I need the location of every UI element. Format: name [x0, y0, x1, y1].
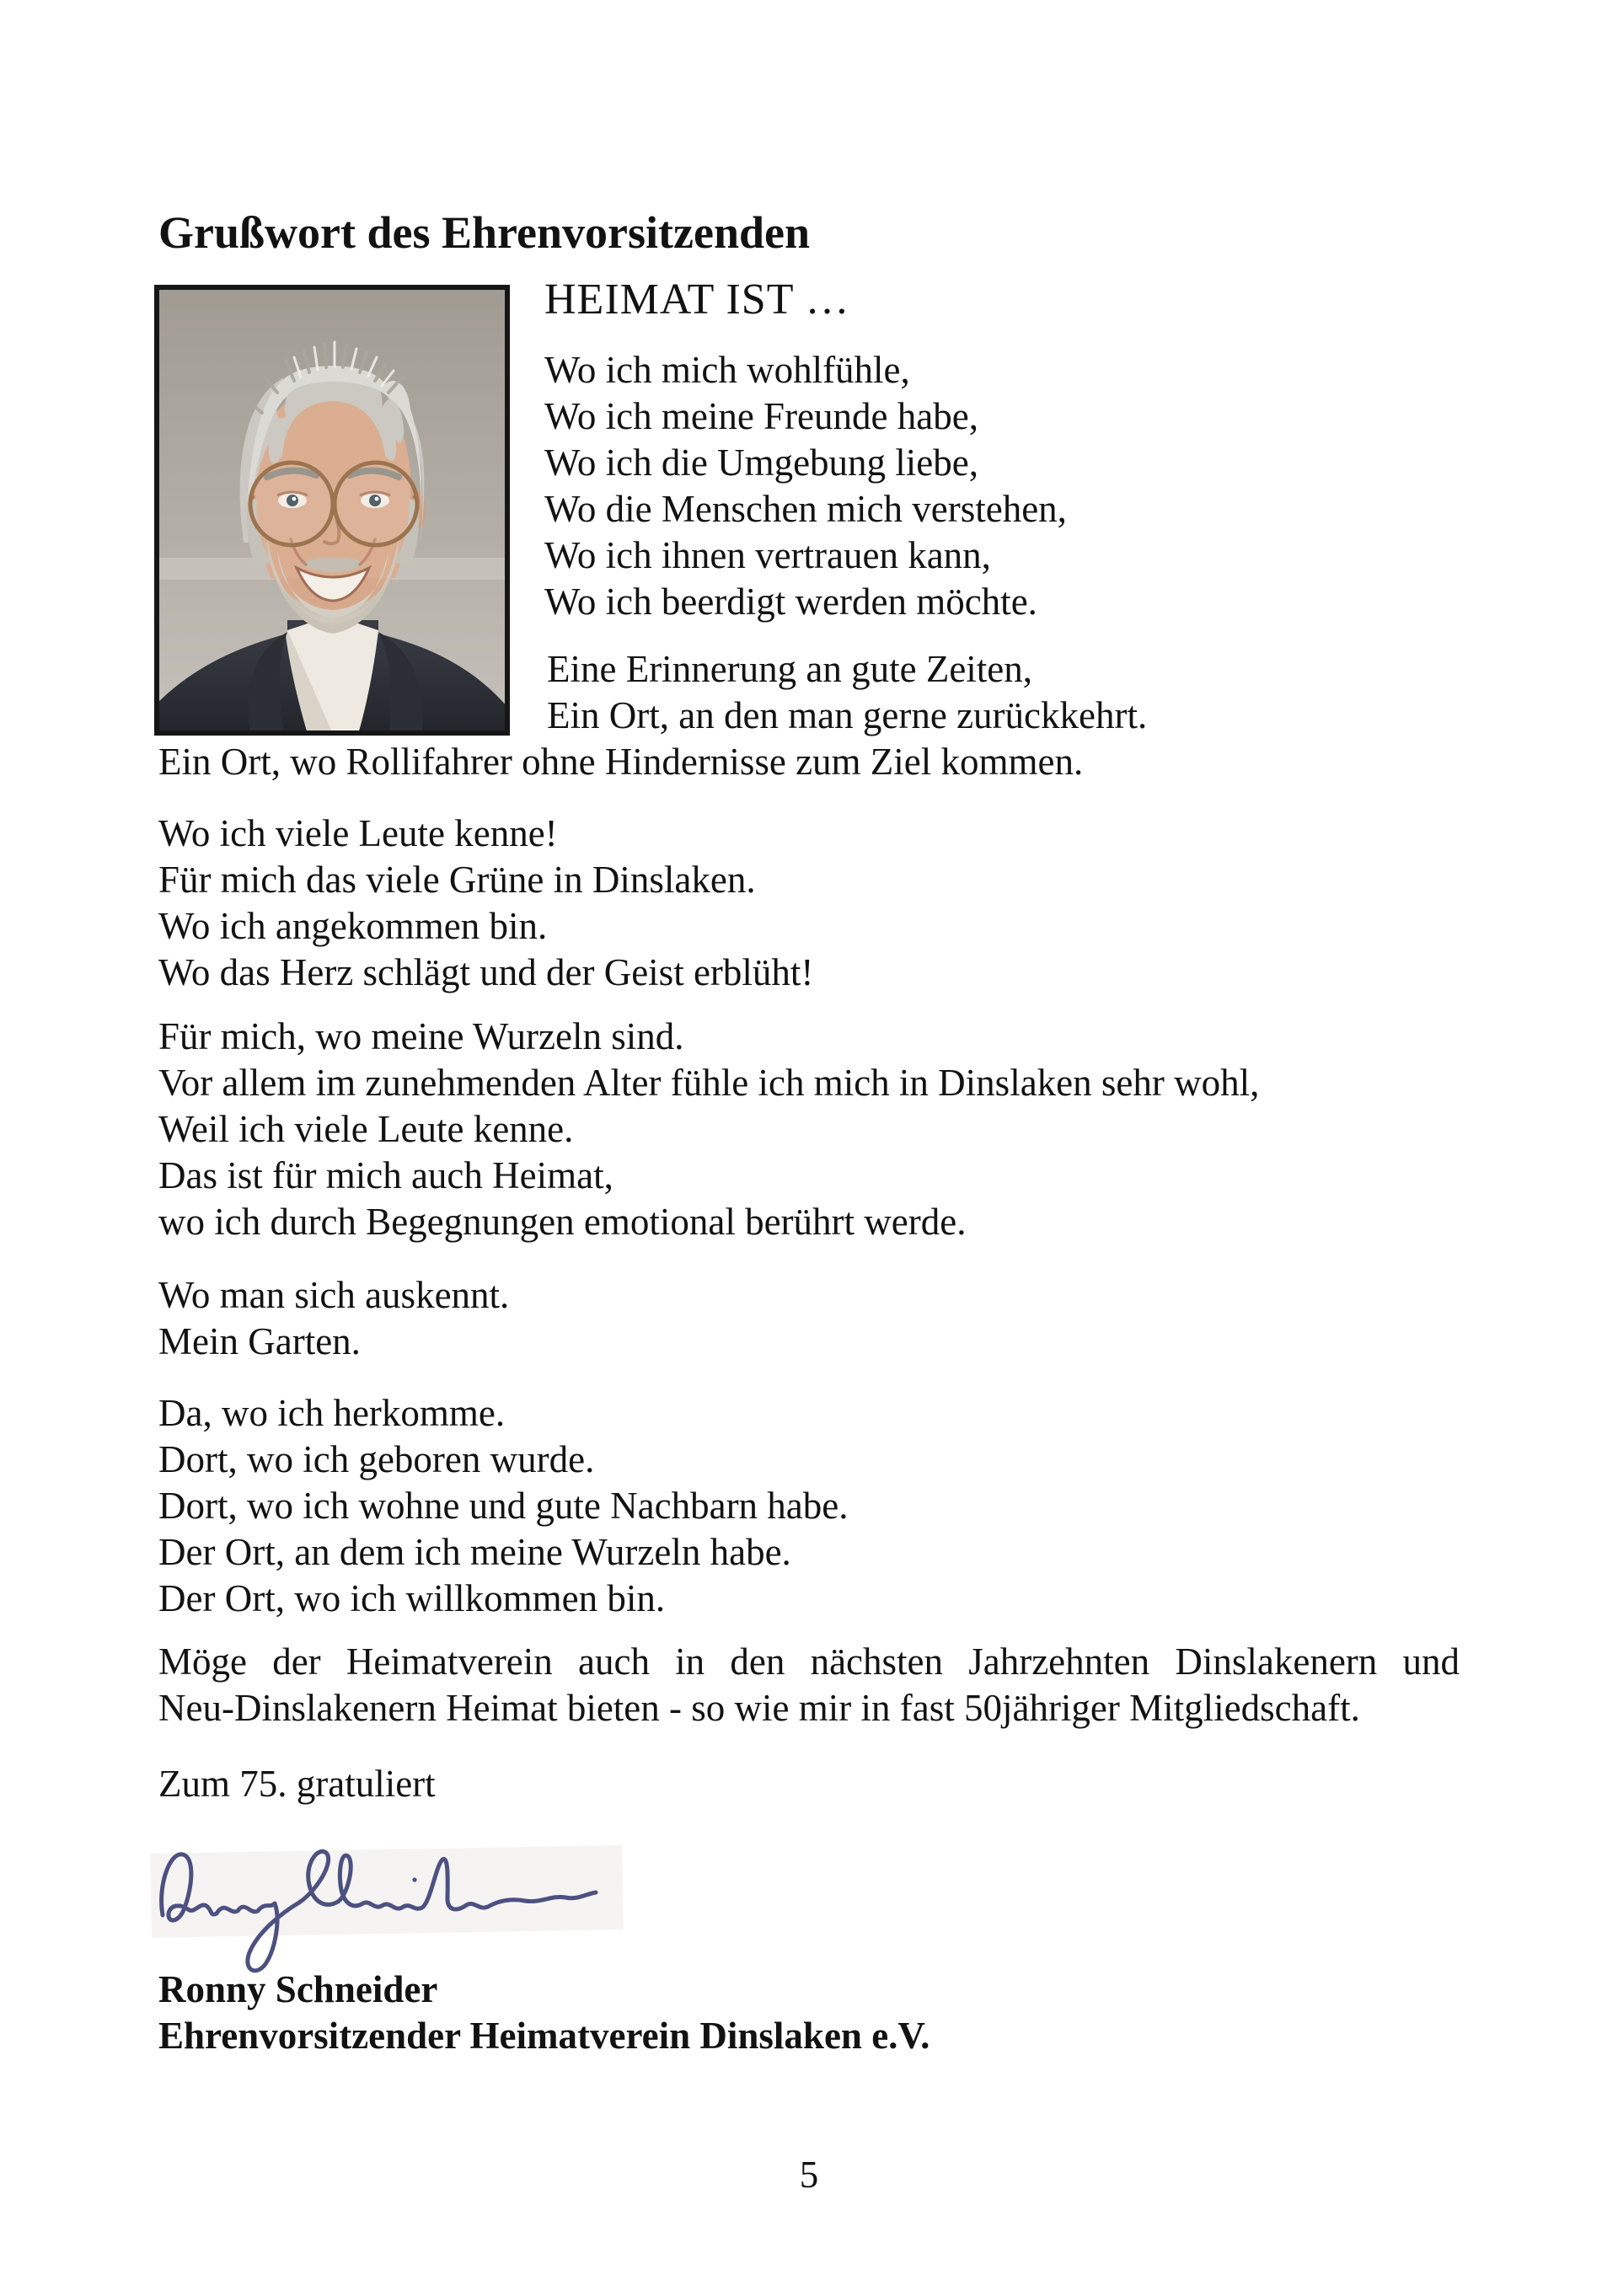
paragraph-line: Weil ich viele Leute kenne.	[158, 1108, 574, 1150]
portrait-photo-graphic	[159, 290, 505, 731]
poem-line: Eine Erinnerung an gute Zeiten,	[547, 648, 1033, 690]
paragraph-line: Da, wo ich herkomme.	[158, 1392, 506, 1434]
paragraph-4	[158, 1390, 849, 1622]
paragraph-line: Mein Garten.	[158, 1320, 361, 1362]
paragraph-2	[158, 1014, 1259, 1245]
paragraph-line: Für mich das viele Grüne in Dinslaken.	[158, 859, 756, 901]
signature-block	[158, 1967, 930, 2059]
paragraph-line: Der Ort, wo ich willkommen bin.	[158, 1577, 666, 1619]
closing-paragraph-line: Neu-Dinslakenern Heimat bieten - so wie mir in fast 50jähriger Mitgliedschaft.	[158, 1687, 1360, 1729]
paragraph-line: Vor allem im zunehmenden Alter fühle ich mich in Dinslaken sehr wohl,	[158, 1062, 1260, 1104]
signature-title: Ehrenvorsitzender Heimatverein Dinslaken e.V.	[158, 2015, 930, 2057]
paragraph-line: Wo man sich auskennt.	[158, 1274, 510, 1316]
handwritten-signature	[147, 1807, 653, 1980]
closing-paragraph-line: Möge der Heimatverein auch in den nächsten Jahrzehnten Dinslakenern und	[158, 1640, 1460, 1683]
poem-line: Wo ich ihnen vertrauen kann,	[544, 534, 991, 576]
page-number: 5	[799, 2154, 819, 2196]
page-title: Grußwort des Ehrenvorsitzenden	[158, 207, 811, 259]
poem-line: Ein Ort, an den man gerne zurückkehrt.	[547, 694, 1148, 736]
paragraph-1	[158, 811, 813, 996]
poem-line: Wo die Menschen mich verstehen,	[544, 488, 1067, 530]
paragraph-line: wo ich durch Begegnungen emotional berührt werde.	[158, 1201, 967, 1243]
poem-line: Wo ich beerdigt werden möchte.	[544, 581, 1037, 623]
poem-heading: HEIMAT IST …	[544, 276, 850, 324]
poem-stanza-1	[544, 347, 1067, 625]
paragraph-line: Dort, wo ich wohne und gute Nachbarn habe.	[158, 1485, 849, 1527]
paragraph-line: Der Ort, an dem ich meine Wurzeln habe.	[158, 1531, 791, 1573]
paragraph-line: Wo ich viele Leute kenne!	[158, 812, 558, 854]
poem-line: Wo ich die Umgebung liebe,	[544, 442, 978, 484]
paragraph-line: Wo das Herz schlägt und der Geist erblüht!	[158, 951, 814, 993]
closing-paragraph	[158, 1639, 1460, 1731]
signature-graphic	[147, 1807, 653, 1980]
poem-line-full-width: Ein Ort, wo Rollifahrer ohne Hindernisse zum Ziel kommen.	[158, 741, 1084, 783]
poem-line: Wo ich mich wohlfühle,	[544, 349, 910, 391]
congrats-line: Zum 75. gratuliert	[158, 1763, 436, 1805]
poem-line: Wo ich meine Freunde habe,	[544, 395, 978, 437]
paragraph-line: Wo ich angekommen bin.	[158, 905, 548, 947]
signature-name: Ronny Schneider	[158, 1968, 438, 2010]
paragraph-3	[158, 1272, 509, 1365]
paragraph-line: Das ist für mich auch Heimat,	[158, 1154, 613, 1196]
paragraph-line: Dort, wo ich geboren wurde.	[158, 1438, 595, 1480]
paragraph-line: Für mich, wo meine Wurzeln sind.	[158, 1015, 684, 1057]
portrait-photo	[154, 285, 510, 736]
poem-stanza-2	[547, 646, 1147, 739]
